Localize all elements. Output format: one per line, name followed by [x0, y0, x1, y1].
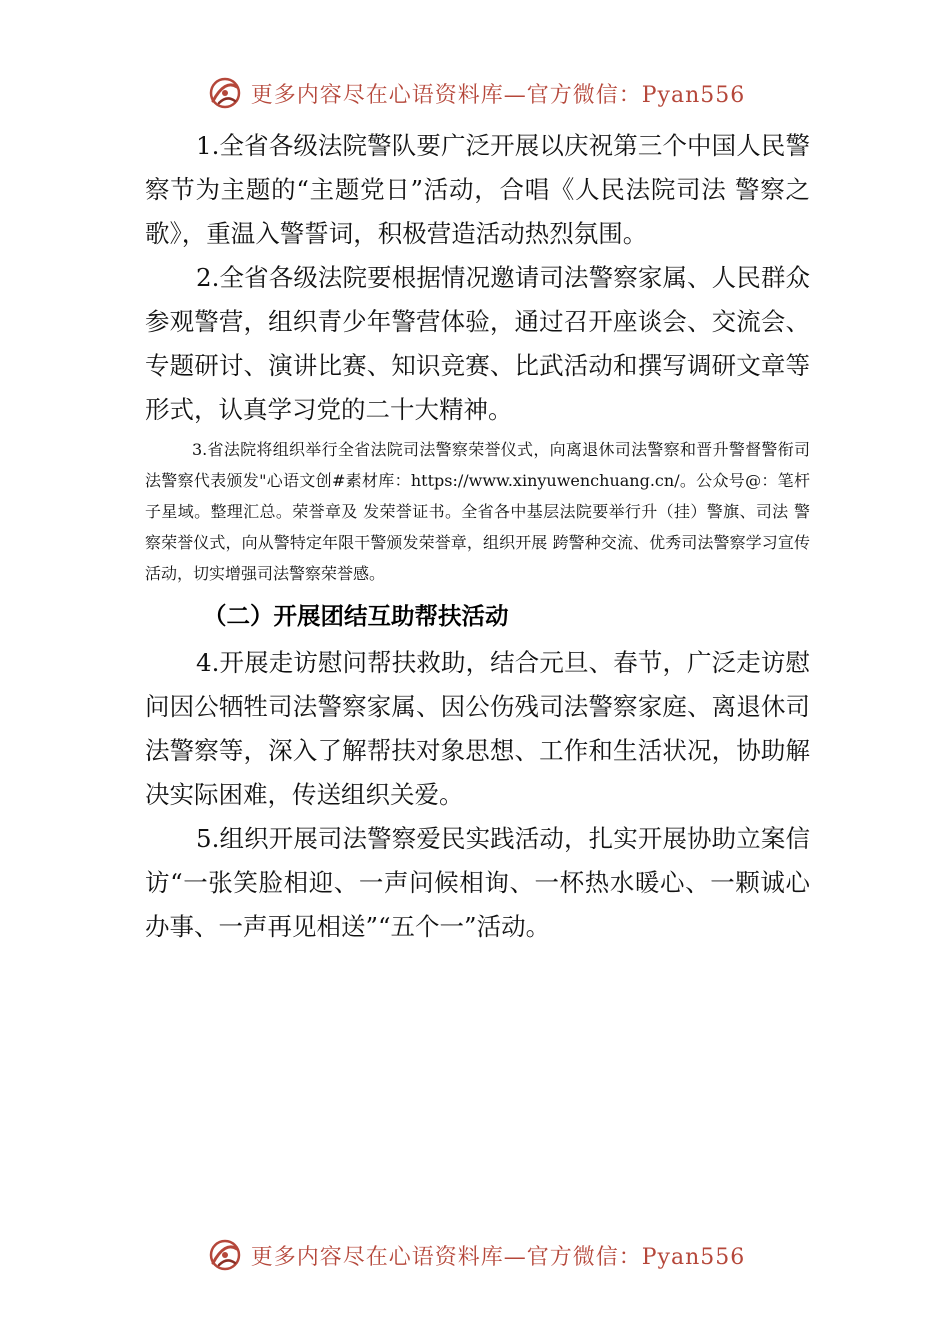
paragraph-5: 5.组织开展司法警察爱民实践活动，扎实开展协助立案信访“一张笑脸相迎、一声问候相询、一杯热水暖心、一颗诚心办事、一声再见相送”“五个一”活动。 [145, 824, 810, 941]
brand-logo-icon [205, 73, 245, 113]
brand-logo-icon [205, 1235, 245, 1275]
paragraph-2: 2.全省各级法院要根据情况邀请司法警察家属、人民群众参观警营，组织青少年警营体验，通过召开座谈会、交流会、专题研讨、演讲比赛、知识竞赛、比武活动和撰写调研文章等形式，认真学习党的二十大精神。 [145, 263, 810, 424]
watermark-header [0, 68, 950, 118]
paragraph-3: 3.省法院将组织举行全省法院司法警察荣誉仪式，向离退休司法警察和晋升警督警衔司法警察代表颁发"心语文创#素材库：https://www.xinyuwenchuang.cn/。公众号@：笔杆子星域。整理汇总。荣誉章及 发荣誉证书。全省各中基层法院要举行升（挂）警旗、司法 警察荣誉仪式，向从警特定年限干警颁发荣誉章，组织开展 跨警种交流、优秀司法警察学习宣传活动，切实增强司法警察荣誉感。 [145, 440, 810, 583]
paragraph-1: 1.全省各级法院警队要广泛开展以庆祝第三个中国人民警察节为主题的“主题党日”活动，合唱《人民法院司法 警察之歌》，重温入警誓词，积极营造活动热烈氛围。 [145, 131, 810, 248]
paragraph-4: 4.开展走访慰问帮扶救助，结合元旦、春节，广泛走访慰问因公牺牲司法警察家属、因公伤残司法警察家庭、离退休司法警察等，深入了解帮扶对象思想、工作和生活状况，协助解决实际困难，传送组织关爱。 [145, 648, 810, 809]
watermark-footer [0, 1230, 950, 1280]
section-heading: （二）开展团结互助帮扶活动 [203, 602, 509, 630]
watermark-text: 更多内容尽在心语资料库—官方微信：Pyan556 [250, 1244, 746, 1270]
document-body [145, 124, 810, 949]
watermark-text: 更多内容尽在心语资料库—官方微信：Pyan556 [250, 82, 746, 108]
